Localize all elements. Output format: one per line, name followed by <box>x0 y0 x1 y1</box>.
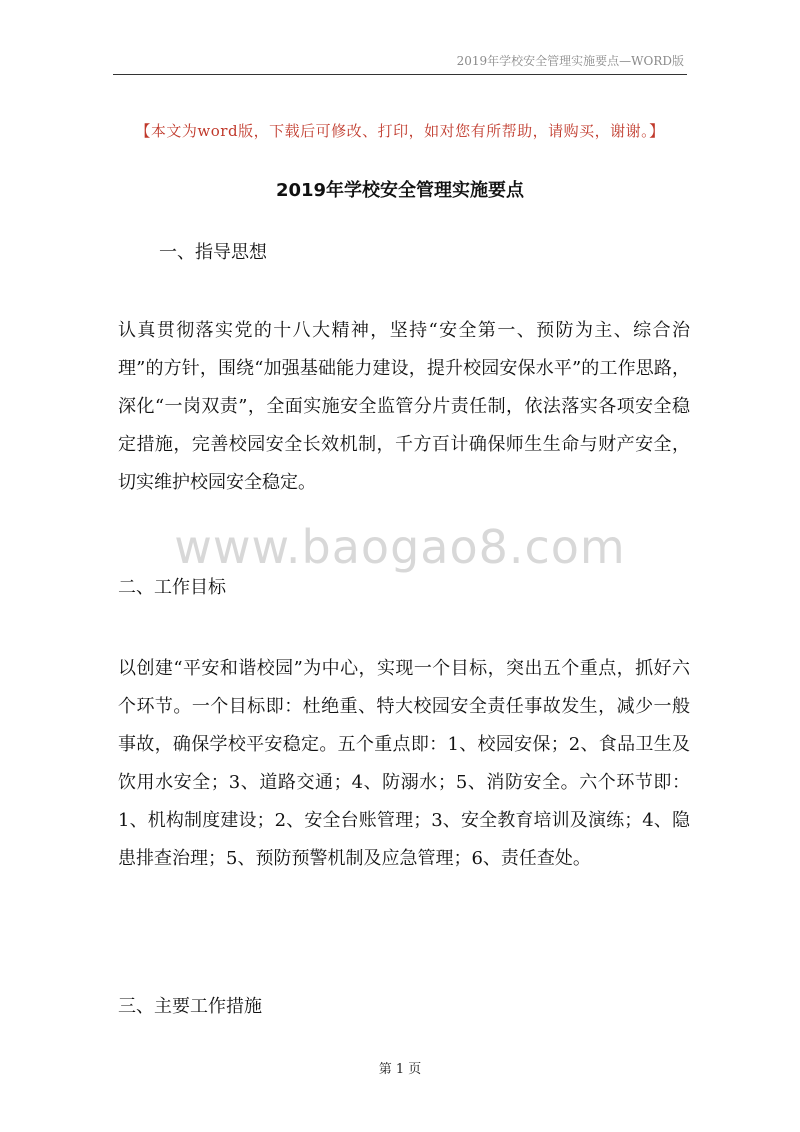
section-body-work-goals: 以创建“平安和谐校园”为中心，实现一个目标，突出五个重点，抓好六个环节。一个目标即：杜绝重、特大校园安全责任事故发生，减少一般事故，确保学校平安稳定。五个重点即：1、校园安保；2、食品卫生及饮用水安全；3、道路交通；4、防溺水；5、消防安全。六个环节即：1、机构制度建设；2、安全台账管理；3、安全教育培训及演练；4、隐患排查治理；5、预防预警机制及应急管理；6、责任查处。 <box>118 658 690 869</box>
header-divider <box>113 74 687 75</box>
section-body-guiding-thought: 认真贯彻落实党的十八大精神，坚持“安全第一、预防为主、综合治理”的方针，围绕“加强基础能力建设，提升校园安保水平”的工作思路，深化“一岗双责”，全面实施安全监管分片责任制，依法落实各项安全稳定措施，完善校园安全长效机制，千方百计确保师生生命与财产安全，切实维护校园安全稳定。 <box>118 320 690 493</box>
watermark: www.baogao8.com <box>174 520 626 574</box>
purchase-notice: 【本文为word版，下载后可修改、打印，如对您有所帮助，请购买，谢谢。】 <box>135 122 665 140</box>
section-heading-work-goals: 二、工作目标 <box>118 577 226 598</box>
running-header: 2019年学校安全管理实施要点—WORD版 <box>456 54 684 68</box>
section-heading-guiding-thought: 一、指导思想 <box>159 242 267 263</box>
document-title: 2019年学校安全管理实施要点 <box>275 180 525 201</box>
section-heading-main-measures: 三、主要工作措施 <box>118 996 262 1017</box>
page-number: 第 1 页 <box>378 1062 422 1077</box>
